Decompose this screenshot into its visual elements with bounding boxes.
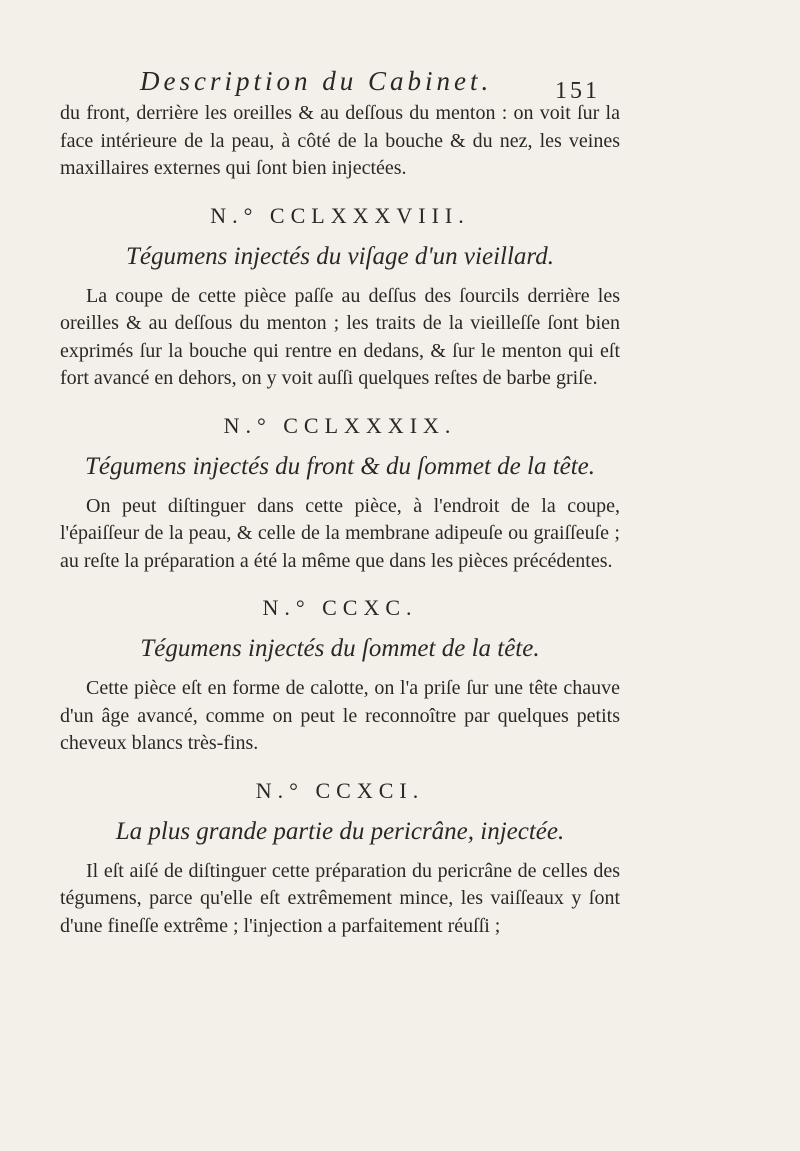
entry-text: Il eſt aiſé de diſtinguer cette préparation du pericrâne de celles des tégumens, parce qu'elle eſt extrêmement mince, les vaiſſeaux y ſont d'une fineſſe extrême ; l'injection a parfaitement réuſſi ; [60,859,620,937]
entry-text: On peut diſtinguer dans cette pièce, à l'endroit de la coupe, l'épaiſſeur de la peau, & celle de la membrane adipeuſe ou graiſſeuſe ; au reſte la préparation a été la même que dans les pièces précédentes. [60,494,620,572]
entry-title: Tégumens injectés du ſommet de la tête. [140,635,540,662]
entry-number: N.° CCLXXXIX. [223,412,457,438]
entry-number: N.° CCXCI. [255,777,425,803]
page-number: 151 [555,78,600,104]
entry-title: La plus grande partie du pericrâne, injectée. [115,817,565,845]
running-header: Description du Cabinet. [140,66,493,96]
continued-paragraph: du front, derrière les oreilles & au deſſous du menton : on voit ſur la face intérieure de la peau, à côté de la bouche & du nez, les veines maxillaires externes qui ſont bien injectées. [60,102,620,179]
entry-number: N.° CCLXXXVIII. [210,202,470,228]
entry-text: La coupe de cette pièce paſſe au deſſus des ſourcils derrière les oreilles & au deſſous du menton ; les traits de la vieilleſſe ſont bien exprimés ſur la bouche qui rentre en dedans, & ſur le menton qui eſt fort avancé en dehors, on y voit auſſi quelques reſtes de barbe griſe. [60,284,620,389]
page-body [60,100,620,940]
entry-text: Cette pièce eſt en forme de calotte, on l'a priſe ſur une tête chauve d'un âge avancé, comme on peut le reconnoître par quelques petits cheveux blancs très-fins. [60,677,620,754]
entry-title: Tégumens injectés du front & du ſommet de la tête. [84,452,596,480]
entry-number: N.° CCXC. [262,595,418,620]
entry-title: Tégumens injectés du viſage d'un vieillard. [126,242,554,270]
